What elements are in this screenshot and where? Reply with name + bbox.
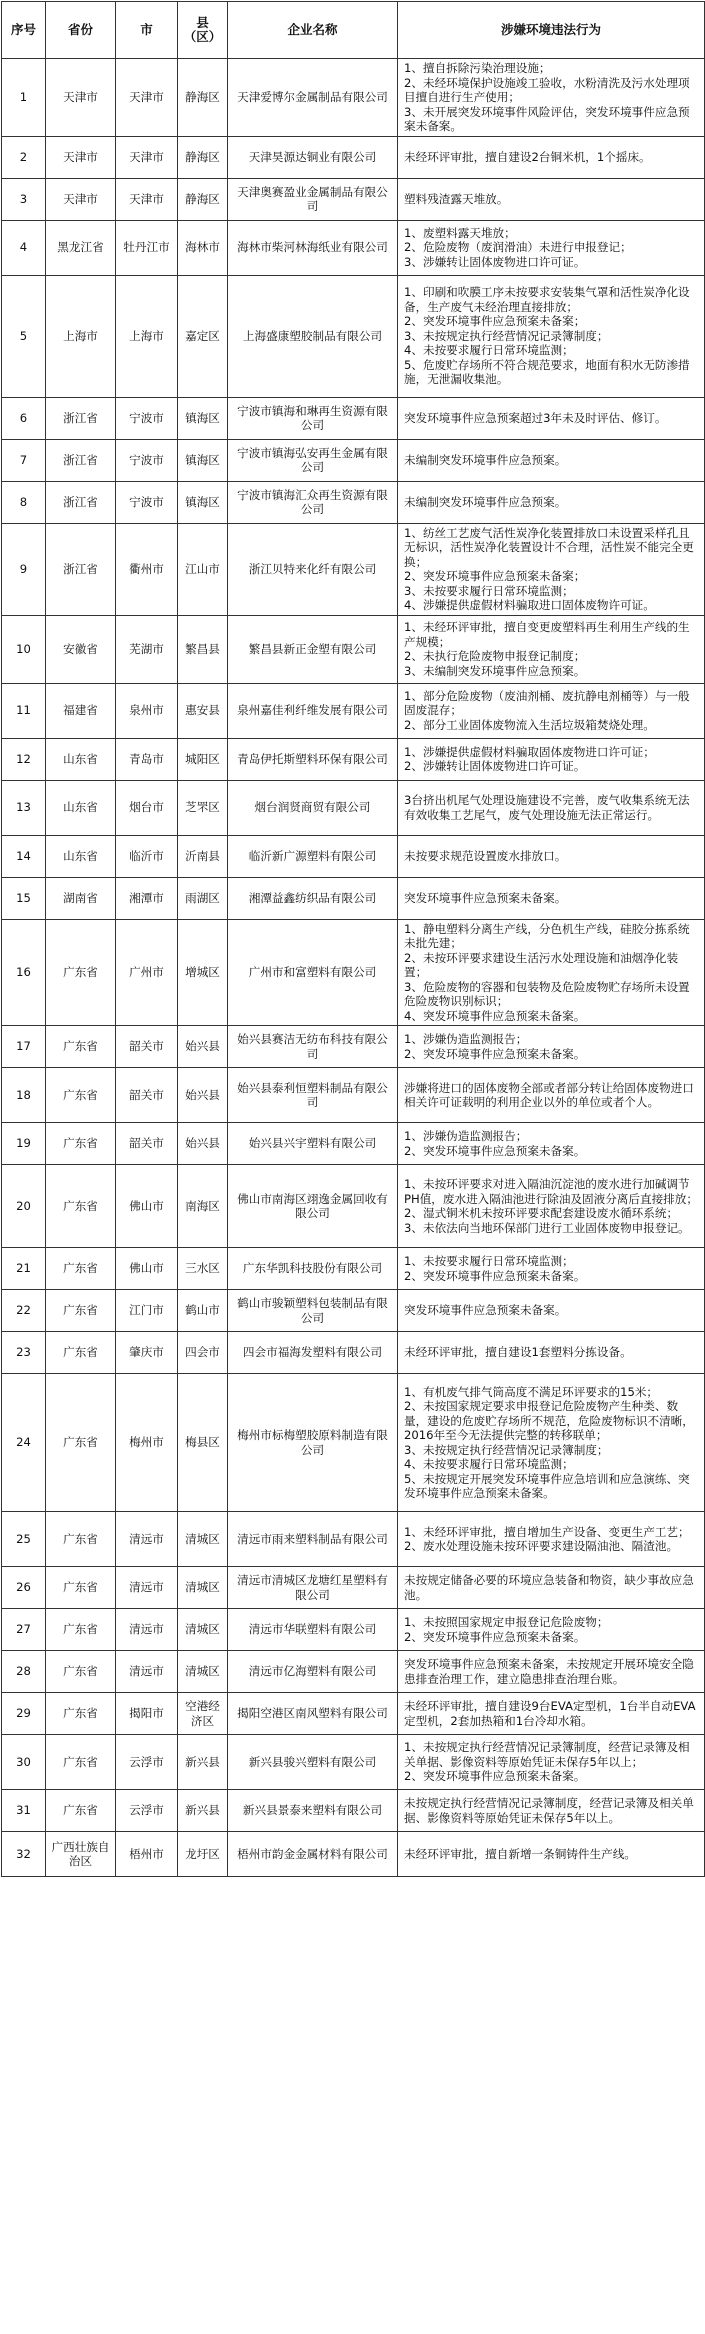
cell-province: 广东省	[46, 1512, 116, 1567]
cell-city: 佛山市	[116, 1165, 178, 1248]
cell-city: 清远市	[116, 1567, 178, 1609]
cell-company: 新兴县景泰来塑料有限公司	[228, 1790, 398, 1832]
cell-no: 9	[2, 523, 46, 615]
cell-province: 福建省	[46, 683, 116, 738]
cell-province: 山东省	[46, 780, 116, 835]
cell-county: 静海区	[178, 59, 228, 137]
cell-violation: 突发环境事件应急预案超过3年未及时评估、修订。	[398, 397, 705, 439]
cell-no: 19	[2, 1123, 46, 1165]
cell-province: 广东省	[46, 1567, 116, 1609]
cell-county: 始兴县	[178, 1026, 228, 1068]
cell-no: 26	[2, 1567, 46, 1609]
cell-city: 天津市	[116, 59, 178, 137]
header-county: 县（区）	[178, 2, 228, 59]
cell-no: 7	[2, 439, 46, 481]
cell-company: 宁波市镇海和琳再生资源有限公司	[228, 397, 398, 439]
cell-province: 浙江省	[46, 523, 116, 615]
cell-province: 天津市	[46, 136, 116, 178]
cell-city: 广州市	[116, 919, 178, 1026]
cell-province: 安徽省	[46, 615, 116, 683]
cell-no: 24	[2, 1374, 46, 1512]
cell-no: 11	[2, 683, 46, 738]
cell-violation: 1、未经环评审批，擅自变更废塑料再生利用生产线的生产规模； 2、未执行危险废物申报登记制度； 3、未编制突发环境事件应急预案。	[398, 615, 705, 683]
cell-no: 22	[2, 1290, 46, 1332]
table-row	[2, 1693, 705, 1735]
table-row	[2, 877, 705, 919]
cell-city: 清远市	[116, 1651, 178, 1693]
cell-no: 10	[2, 615, 46, 683]
cell-company: 天津昊源达铜业有限公司	[228, 136, 398, 178]
header-company: 企业名称	[228, 2, 398, 59]
cell-city: 清远市	[116, 1512, 178, 1567]
cell-no: 32	[2, 1832, 46, 1877]
cell-province: 广东省	[46, 1374, 116, 1512]
cell-company: 繁昌县新正金塑有限公司	[228, 615, 398, 683]
cell-province: 广东省	[46, 1332, 116, 1374]
cell-city: 宁波市	[116, 481, 178, 523]
table-row	[2, 615, 705, 683]
cell-violation: 未按规定储备必要的环境应急装备和物资，缺少事故应急池。	[398, 1567, 705, 1609]
cell-county: 海林市	[178, 220, 228, 275]
cell-no: 20	[2, 1165, 46, 1248]
cell-county: 梅县区	[178, 1374, 228, 1512]
cell-no: 8	[2, 481, 46, 523]
table-row	[2, 523, 705, 615]
table-row	[2, 178, 705, 220]
cell-city: 泉州市	[116, 683, 178, 738]
cell-company: 始兴县泰利恒塑料制品有限公司	[228, 1068, 398, 1123]
cell-county: 始兴县	[178, 1123, 228, 1165]
cell-violation: 1、部分危险废物（废油剂桶、废抗静电剂桶等）与一般固废混存； 2、部分工业固体废物流入生活垃圾箱焚烧处理。	[398, 683, 705, 738]
cell-no: 18	[2, 1068, 46, 1123]
cell-county: 空港经济区	[178, 1693, 228, 1735]
cell-violation: 1、废塑料露天堆放； 2、危险废物（废润滑油）未进行申报登记； 3、涉嫌转让固体废物进口许可证。	[398, 220, 705, 275]
cell-province: 上海市	[46, 275, 116, 397]
cell-company: 青岛伊托斯塑料环保有限公司	[228, 738, 398, 780]
cell-city: 天津市	[116, 178, 178, 220]
table-row	[2, 1735, 705, 1790]
cell-violation: 未编制突发环境事件应急预案。	[398, 481, 705, 523]
table-row	[2, 1512, 705, 1567]
cell-company: 泉州嘉佳利纤维发展有限公司	[228, 683, 398, 738]
cell-county: 镇海区	[178, 481, 228, 523]
table-row	[2, 835, 705, 877]
cell-city: 梧州市	[116, 1832, 178, 1877]
cell-violation: 1、未按规定执行经营情况记录簿制度，经营记录簿及相关单据、影像资料等原始凭证未保存5年以上； 2、突发环境事件应急预案未备案。	[398, 1735, 705, 1790]
header-violation: 涉嫌环境违法行为	[398, 2, 705, 59]
cell-company: 天津奥赛盈业金属制品有限公司	[228, 178, 398, 220]
cell-no: 13	[2, 780, 46, 835]
cell-county: 城阳区	[178, 738, 228, 780]
cell-company: 始兴县赛洁无纺布科技有限公司	[228, 1026, 398, 1068]
cell-province: 黑龙江省	[46, 220, 116, 275]
cell-province: 广东省	[46, 1123, 116, 1165]
cell-province: 广东省	[46, 1290, 116, 1332]
cell-city: 梅州市	[116, 1374, 178, 1512]
cell-province: 广东省	[46, 1248, 116, 1290]
cell-no: 14	[2, 835, 46, 877]
cell-city: 清远市	[116, 1609, 178, 1651]
cell-company: 鹤山市骏颖塑料包装制品有限公司	[228, 1290, 398, 1332]
header-no: 序号	[2, 2, 46, 59]
cell-county: 繁昌县	[178, 615, 228, 683]
cell-no: 25	[2, 1512, 46, 1567]
cell-city: 青岛市	[116, 738, 178, 780]
cell-company: 上海盛康塑胶制品有限公司	[228, 275, 398, 397]
cell-city: 烟台市	[116, 780, 178, 835]
cell-no: 15	[2, 877, 46, 919]
cell-province: 浙江省	[46, 481, 116, 523]
cell-violation: 涉嫌将进口的固体废物全部或者部分转让给固体废物进口相关许可证载明的利用企业以外的单位或者个人。	[398, 1068, 705, 1123]
cell-province: 广东省	[46, 1165, 116, 1248]
cell-company: 广州市和富塑料有限公司	[228, 919, 398, 1026]
cell-violation: 1、印刷和吹膜工序未按要求安装集气罩和活性炭净化设备，生产废气未经治理直接排放； 2、突发环境事件应急预案未备案； 3、未按规定执行经营情况记录簿制度； 4、未按要求履行日常环境监测； 5、危废贮存场所不符合规范要求，地面有积水无防渗措施，无泄漏收集池。	[398, 275, 705, 397]
cell-city: 韶关市	[116, 1123, 178, 1165]
cell-company: 揭阳空港区南风塑料有限公司	[228, 1693, 398, 1735]
cell-province: 广东省	[46, 1609, 116, 1651]
cell-county: 三水区	[178, 1248, 228, 1290]
cell-violation: 未经环评审批，擅自建设9台EVA定型机，1台半自动EVA定型机，2套加热箱和1台冷却水箱。	[398, 1693, 705, 1735]
cell-no: 16	[2, 919, 46, 1026]
cell-city: 云浮市	[116, 1735, 178, 1790]
cell-violation: 1、擅自拆除污染治理设施； 2、未经环境保护设施竣工验收，水粉清洗及污水处理项目擅自进行生产使用； 3、未开展突发环境事件风险评估，突发环境事件应急预案未备案。	[398, 59, 705, 137]
cell-company: 烟台润贤商贸有限公司	[228, 780, 398, 835]
cell-city: 牡丹江市	[116, 220, 178, 275]
cell-county: 清城区	[178, 1512, 228, 1567]
table-row	[2, 136, 705, 178]
cell-county: 清城区	[178, 1651, 228, 1693]
table-row	[2, 1165, 705, 1248]
cell-city: 云浮市	[116, 1790, 178, 1832]
table-row	[2, 1374, 705, 1512]
cell-company: 清远市清城区龙塘红星塑料有限公司	[228, 1567, 398, 1609]
cell-violation: 1、静电塑料分离生产线，分色机生产线，硅胶分拣系统未批先建； 2、未按环评要求建设生活污水处理设施和油烟净化装置； 3、危险废物的容器和包装物及危险废物贮存场所未设置危险废物识别标识； 4、突发环境事件应急预案未备案。	[398, 919, 705, 1026]
table-row	[2, 1068, 705, 1123]
cell-city: 佛山市	[116, 1248, 178, 1290]
table-row	[2, 1290, 705, 1332]
cell-no: 6	[2, 397, 46, 439]
table-row	[2, 275, 705, 397]
cell-company: 清远市亿海塑料有限公司	[228, 1651, 398, 1693]
table-row	[2, 919, 705, 1026]
cell-violation: 突发环境事件应急预案未备案。	[398, 1290, 705, 1332]
cell-violation: 未经环评审批，擅自建设1套塑料分拣设备。	[398, 1332, 705, 1374]
cell-no: 4	[2, 220, 46, 275]
cell-company: 梧州市韵金金属材料有限公司	[228, 1832, 398, 1877]
cell-county: 鹤山市	[178, 1290, 228, 1332]
cell-city: 天津市	[116, 136, 178, 178]
cell-county: 镇海区	[178, 439, 228, 481]
cell-county: 清城区	[178, 1567, 228, 1609]
cell-city: 韶关市	[116, 1068, 178, 1123]
cell-county: 静海区	[178, 136, 228, 178]
cell-county: 镇海区	[178, 397, 228, 439]
table-row	[2, 397, 705, 439]
cell-violation: 突发环境事件应急预案未备案。	[398, 877, 705, 919]
cell-county: 四会市	[178, 1332, 228, 1374]
cell-company: 清远市华联塑料有限公司	[228, 1609, 398, 1651]
cell-no: 28	[2, 1651, 46, 1693]
cell-county: 增城区	[178, 919, 228, 1026]
cell-company: 清远市雨来塑料制品有限公司	[228, 1512, 398, 1567]
cell-violation: 1、未按要求履行日常环境监测； 2、突发环境事件应急预案未备案。	[398, 1248, 705, 1290]
cell-company: 四会市福海发塑料有限公司	[228, 1332, 398, 1374]
table-row	[2, 1790, 705, 1832]
cell-province: 天津市	[46, 178, 116, 220]
cell-city: 湘潭市	[116, 877, 178, 919]
cell-no: 2	[2, 136, 46, 178]
table-row	[2, 220, 705, 275]
table-row	[2, 1332, 705, 1374]
table-row	[2, 1567, 705, 1609]
cell-violation: 1、有机废气排气筒高度不满足环评要求的15米； 2、未按国家规定要求申报登记危险废物产生种类、数量，建设的危废贮存场所不规范，危险废物标识不清晰，2016年至今无法提供完整的转移联单； 3、未按规定执行经营情况记录簿制度； 4、未按要求履行日常环境监测； 5、未按规定开展突发环境事件应急培训和应急演练、突发环境事件应急预案未备案。	[398, 1374, 705, 1512]
cell-city: 江门市	[116, 1290, 178, 1332]
cell-company: 新兴县骏兴塑料有限公司	[228, 1735, 398, 1790]
cell-violation: 未经环评审批，擅自建设2台铜米机，1个摇床。	[398, 136, 705, 178]
cell-city: 宁波市	[116, 439, 178, 481]
cell-province: 广东省	[46, 1735, 116, 1790]
cell-company: 湘潭益鑫纺织品有限公司	[228, 877, 398, 919]
table-row	[2, 1026, 705, 1068]
cell-county: 江山市	[178, 523, 228, 615]
table-header-row	[2, 2, 705, 59]
cell-province: 广东省	[46, 1068, 116, 1123]
cell-violation: 未按规定执行经营情况记录簿制度，经营记录簿及相关单据、影像资料等原始凭证未保存5年以上。	[398, 1790, 705, 1832]
cell-province: 广东省	[46, 1651, 116, 1693]
table-row	[2, 439, 705, 481]
cell-province: 山东省	[46, 738, 116, 780]
cell-province: 广东省	[46, 1693, 116, 1735]
header-province: 省份	[46, 2, 116, 59]
cell-county: 沂南县	[178, 835, 228, 877]
cell-violation: 3台挤出机尾气处理设施建设不完善，废气收集系统无法有效收集工艺尾气，废气处理设施无法正常运行。	[398, 780, 705, 835]
table-row	[2, 1123, 705, 1165]
cell-no: 1	[2, 59, 46, 137]
table-row	[2, 481, 705, 523]
header-city: 市	[116, 2, 178, 59]
cell-no: 31	[2, 1790, 46, 1832]
table-row	[2, 59, 705, 137]
cell-violation: 未按要求规范设置废水排放口。	[398, 835, 705, 877]
cell-province: 广东省	[46, 1026, 116, 1068]
cell-violation: 未经环评审批，擅自新增一条铜铸件生产线。	[398, 1832, 705, 1877]
cell-violation: 未编制突发环境事件应急预案。	[398, 439, 705, 481]
cell-company: 梅州市标梅塑胶原料制造有限公司	[228, 1374, 398, 1512]
table-row	[2, 683, 705, 738]
cell-company: 宁波市镇海汇众再生资源有限公司	[228, 481, 398, 523]
cell-company: 广东华凯科技股份有限公司	[228, 1248, 398, 1290]
cell-province: 山东省	[46, 835, 116, 877]
table-row	[2, 1248, 705, 1290]
cell-province: 天津市	[46, 59, 116, 137]
cell-county: 静海区	[178, 178, 228, 220]
cell-company: 始兴县兴宇塑料有限公司	[228, 1123, 398, 1165]
cell-city: 揭阳市	[116, 1693, 178, 1735]
cell-county: 新兴县	[178, 1790, 228, 1832]
cell-city: 宁波市	[116, 397, 178, 439]
cell-county: 惠安县	[178, 683, 228, 738]
cell-county: 清城区	[178, 1609, 228, 1651]
cell-county: 南海区	[178, 1165, 228, 1248]
table-row	[2, 1609, 705, 1651]
cell-violation: 1、未经环评审批，擅自增加生产设备、变更生产工艺； 2、废水处理设施未按环评要求建设隔油池、隔渣池。	[398, 1512, 705, 1567]
cell-city: 临沂市	[116, 835, 178, 877]
table-row	[2, 1651, 705, 1693]
cell-county: 芝罘区	[178, 780, 228, 835]
cell-county: 龙圩区	[178, 1832, 228, 1877]
cell-no: 23	[2, 1332, 46, 1374]
cell-city: 衢州市	[116, 523, 178, 615]
cell-company: 天津爱博尔金属制品有限公司	[228, 59, 398, 137]
cell-no: 30	[2, 1735, 46, 1790]
cell-company: 海林市柴河林海纸业有限公司	[228, 220, 398, 275]
cell-province: 广东省	[46, 1790, 116, 1832]
cell-violation: 1、涉嫌伪造监测报告； 2、突发环境事件应急预案未备案。	[398, 1123, 705, 1165]
cell-county: 雨湖区	[178, 877, 228, 919]
cell-no: 12	[2, 738, 46, 780]
cell-violation: 1、涉嫌提供虚假材料骗取固体废物进口许可证； 2、涉嫌转让固体废物进口许可证。	[398, 738, 705, 780]
cell-city: 韶关市	[116, 1026, 178, 1068]
cell-province: 广西壮族自治区	[46, 1832, 116, 1877]
cell-violation: 突发环境事件应急预案未备案，未按规定开展环境安全隐患排查治理工作，建立隐患排查治理台账。	[398, 1651, 705, 1693]
cell-county: 始兴县	[178, 1068, 228, 1123]
cell-province: 广东省	[46, 919, 116, 1026]
table-body	[2, 59, 705, 1877]
cell-no: 17	[2, 1026, 46, 1068]
cell-province: 浙江省	[46, 439, 116, 481]
cell-company: 临沂新广源塑料有限公司	[228, 835, 398, 877]
cell-city: 芜湖市	[116, 615, 178, 683]
cell-no: 5	[2, 275, 46, 397]
violations-table	[1, 1, 705, 1877]
cell-violation: 1、未按环评要求对进入隔油沉淀池的废水进行加碱调节PH值，废水进入隔油池进行除油及固液分离后直接排放； 2、湿式铜米机未按环评要求配套建设废水循环系统； 3、未依法向当地环保部门进行工业固体废物申报登记。	[398, 1165, 705, 1248]
cell-company: 佛山市南海区翊逸金属回收有限公司	[228, 1165, 398, 1248]
cell-violation: 塑料残渣露天堆放。	[398, 178, 705, 220]
cell-no: 29	[2, 1693, 46, 1735]
cell-violation: 1、涉嫌伪造监测报告； 2、突发环境事件应急预案未备案。	[398, 1026, 705, 1068]
cell-province: 浙江省	[46, 397, 116, 439]
cell-no: 21	[2, 1248, 46, 1290]
cell-no: 27	[2, 1609, 46, 1651]
cell-company: 宁波市镇海弘安再生金属有限公司	[228, 439, 398, 481]
cell-city: 肇庆市	[116, 1332, 178, 1374]
cell-county: 嘉定区	[178, 275, 228, 397]
cell-county: 新兴县	[178, 1735, 228, 1790]
cell-company: 浙江贝特来化纤有限公司	[228, 523, 398, 615]
table-row	[2, 1832, 705, 1877]
table-row	[2, 780, 705, 835]
cell-violation: 1、未按照国家规定申报登记危险废物； 2、突发环境事件应急预案未备案。	[398, 1609, 705, 1651]
table-row	[2, 738, 705, 780]
cell-city: 上海市	[116, 275, 178, 397]
cell-province: 湖南省	[46, 877, 116, 919]
cell-violation: 1、纺丝工艺废气活性炭净化装置排放口未设置采样孔且无标识，活性炭净化装置设计不合理，活性炭不能完全更换； 2、突发环境事件应急预案未备案； 3、未按要求履行日常环境监测； 4、涉嫌提供虚假材料骗取进口固体废物许可证。	[398, 523, 705, 615]
cell-no: 3	[2, 178, 46, 220]
